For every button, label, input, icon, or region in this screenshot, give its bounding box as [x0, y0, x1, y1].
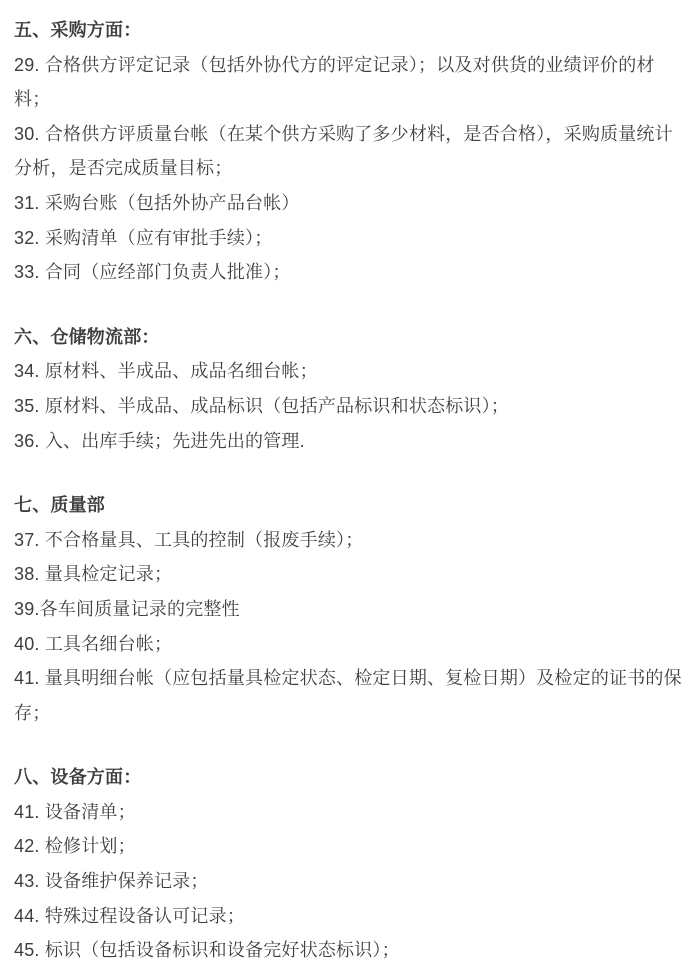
list-item: 39.各车间质量记录的完整性 — [14, 598, 240, 619]
section-procurement — [14, 13, 691, 290]
section-heading: 六、仓储物流部： — [14, 326, 160, 347]
list-item: 35. 原材料、半成品、成品标识（包括产品标识和状态标识）； — [14, 395, 510, 416]
list-item: 29. 合格供方评定记录（包括外协代方的评定记录）；以及对供货的业绩评价的材料； — [14, 54, 655, 110]
list-item: 34. 原材料、半成品、成品名细台帐； — [14, 361, 318, 382]
section-equipment — [14, 760, 691, 968]
list-item: 44. 特殊过程设备认可记录； — [14, 905, 246, 926]
list-item: 41. 量具明细台帐（应包括量具检定状态、检定日期、复检日期）及检定的证书的保存； — [14, 668, 682, 723]
list-item: 36. 入、出库手续；先进先出的管理. — [14, 430, 305, 451]
list-item: 45. 标识（包括设备标识和设备完好状态标识）； — [14, 940, 400, 961]
list-item: 31. 采购台账（包括外协产品台帐） — [14, 192, 300, 213]
list-item: 40. 工具名细台帐； — [14, 633, 173, 654]
list-item: 38. 量具检定记录； — [14, 564, 173, 585]
section-heading: 八、设备方面： — [14, 767, 142, 788]
list-item: 37. 不合格量具、工具的控制（报废手续）； — [14, 529, 364, 550]
section-warehouse-logistics — [14, 320, 691, 458]
list-item: 43. 设备维护保养记录； — [14, 871, 209, 892]
list-item: 32. 采购清单（应有审批手续）； — [14, 227, 273, 248]
section-quality — [14, 488, 691, 730]
section-heading: 五、采购方面： — [14, 20, 142, 40]
list-item: 42. 检修计划； — [14, 836, 136, 857]
list-item: 41. 设备清单； — [14, 801, 136, 822]
section-heading: 七、质量部 — [14, 495, 105, 516]
list-item: 33. 合同（应经部门负责人批准）； — [14, 262, 291, 283]
list-item: 30. 合格供方评质量台帐（在某个供方采购了多少材料，是否合格），采购质量统计分析，是否完成质量目标； — [14, 123, 673, 179]
